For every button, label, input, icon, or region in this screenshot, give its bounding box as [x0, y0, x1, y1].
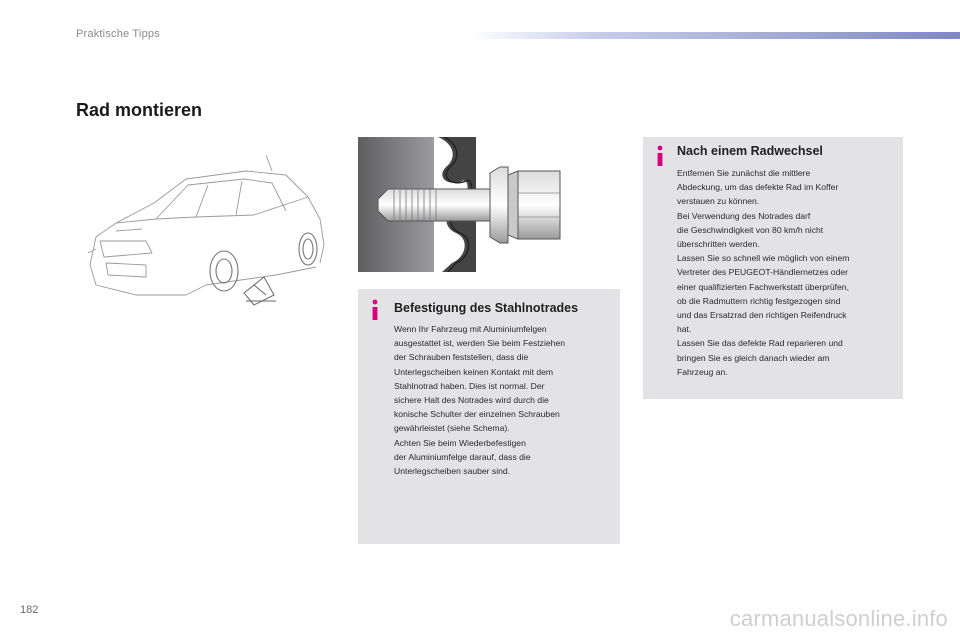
paragraph: Lassen Sie so schnell wie möglich von einem Vertreter des PEUGEOT-Händlernetzes oder einer qualifizierten Fachwerkstatt überprüfen, ob die Radmuttern richtig festgezogen sind und das Ersatzrad den richtigen Reifendruck hat. [677, 253, 850, 335]
info-box-steel-spare-wheel [358, 289, 620, 544]
paragraph: Entfernen Sie zunächst die mittlere Abdeckung, um das defekte Rad im Koffer verstauen zu können. [677, 168, 839, 207]
page-number: 182 [20, 604, 39, 616]
info-box-title: Befestigung des Stahlnotrades [394, 301, 579, 315]
paragraph: Wenn Ihr Fahrzeug mit Aluminiumfelgen ausgestattet ist, werden Sie beim Festziehen der Schrauben feststellen, dass die Unterlegscheiben keinen Kontakt mit dem Stahlnotrad haben. Dies ist normal. Der sichere Halt des Notrades wird durch die konische Schulter der einzelnen Schrauben gewährleistet (siehe Schema). [394, 324, 566, 434]
info-icon [369, 299, 381, 321]
info-box-text [394, 322, 616, 478]
info-box-after-wheel-change [643, 137, 903, 399]
paragraph: Achten Sie beim Wiederbefestigen der Aluminiumfelge darauf, dass die Unterlegscheiben sauber sind. [394, 437, 531, 477]
page-title: Rad montieren [76, 100, 203, 120]
section-label: Praktische Tipps [76, 28, 160, 40]
info-icon [654, 145, 666, 167]
car-jack-illustration [76, 145, 338, 315]
info-box-title: Nach einem Radwechsel [677, 144, 823, 158]
watermark: carmanualsonline.info [729, 606, 948, 631]
paragraph: Lassen Sie das defekte Rad reparieren und bringen Sie es gleich danach wieder am Fahrzeug an. [677, 338, 843, 377]
info-box-text [677, 166, 899, 379]
paragraph: Bei Verwendung des Notrades darf die Geschwindigkeit von 80 km/h nicht überschritten werden. [677, 210, 824, 250]
header-bar [470, 32, 960, 39]
bolt-cross-section-illustration [358, 137, 620, 272]
